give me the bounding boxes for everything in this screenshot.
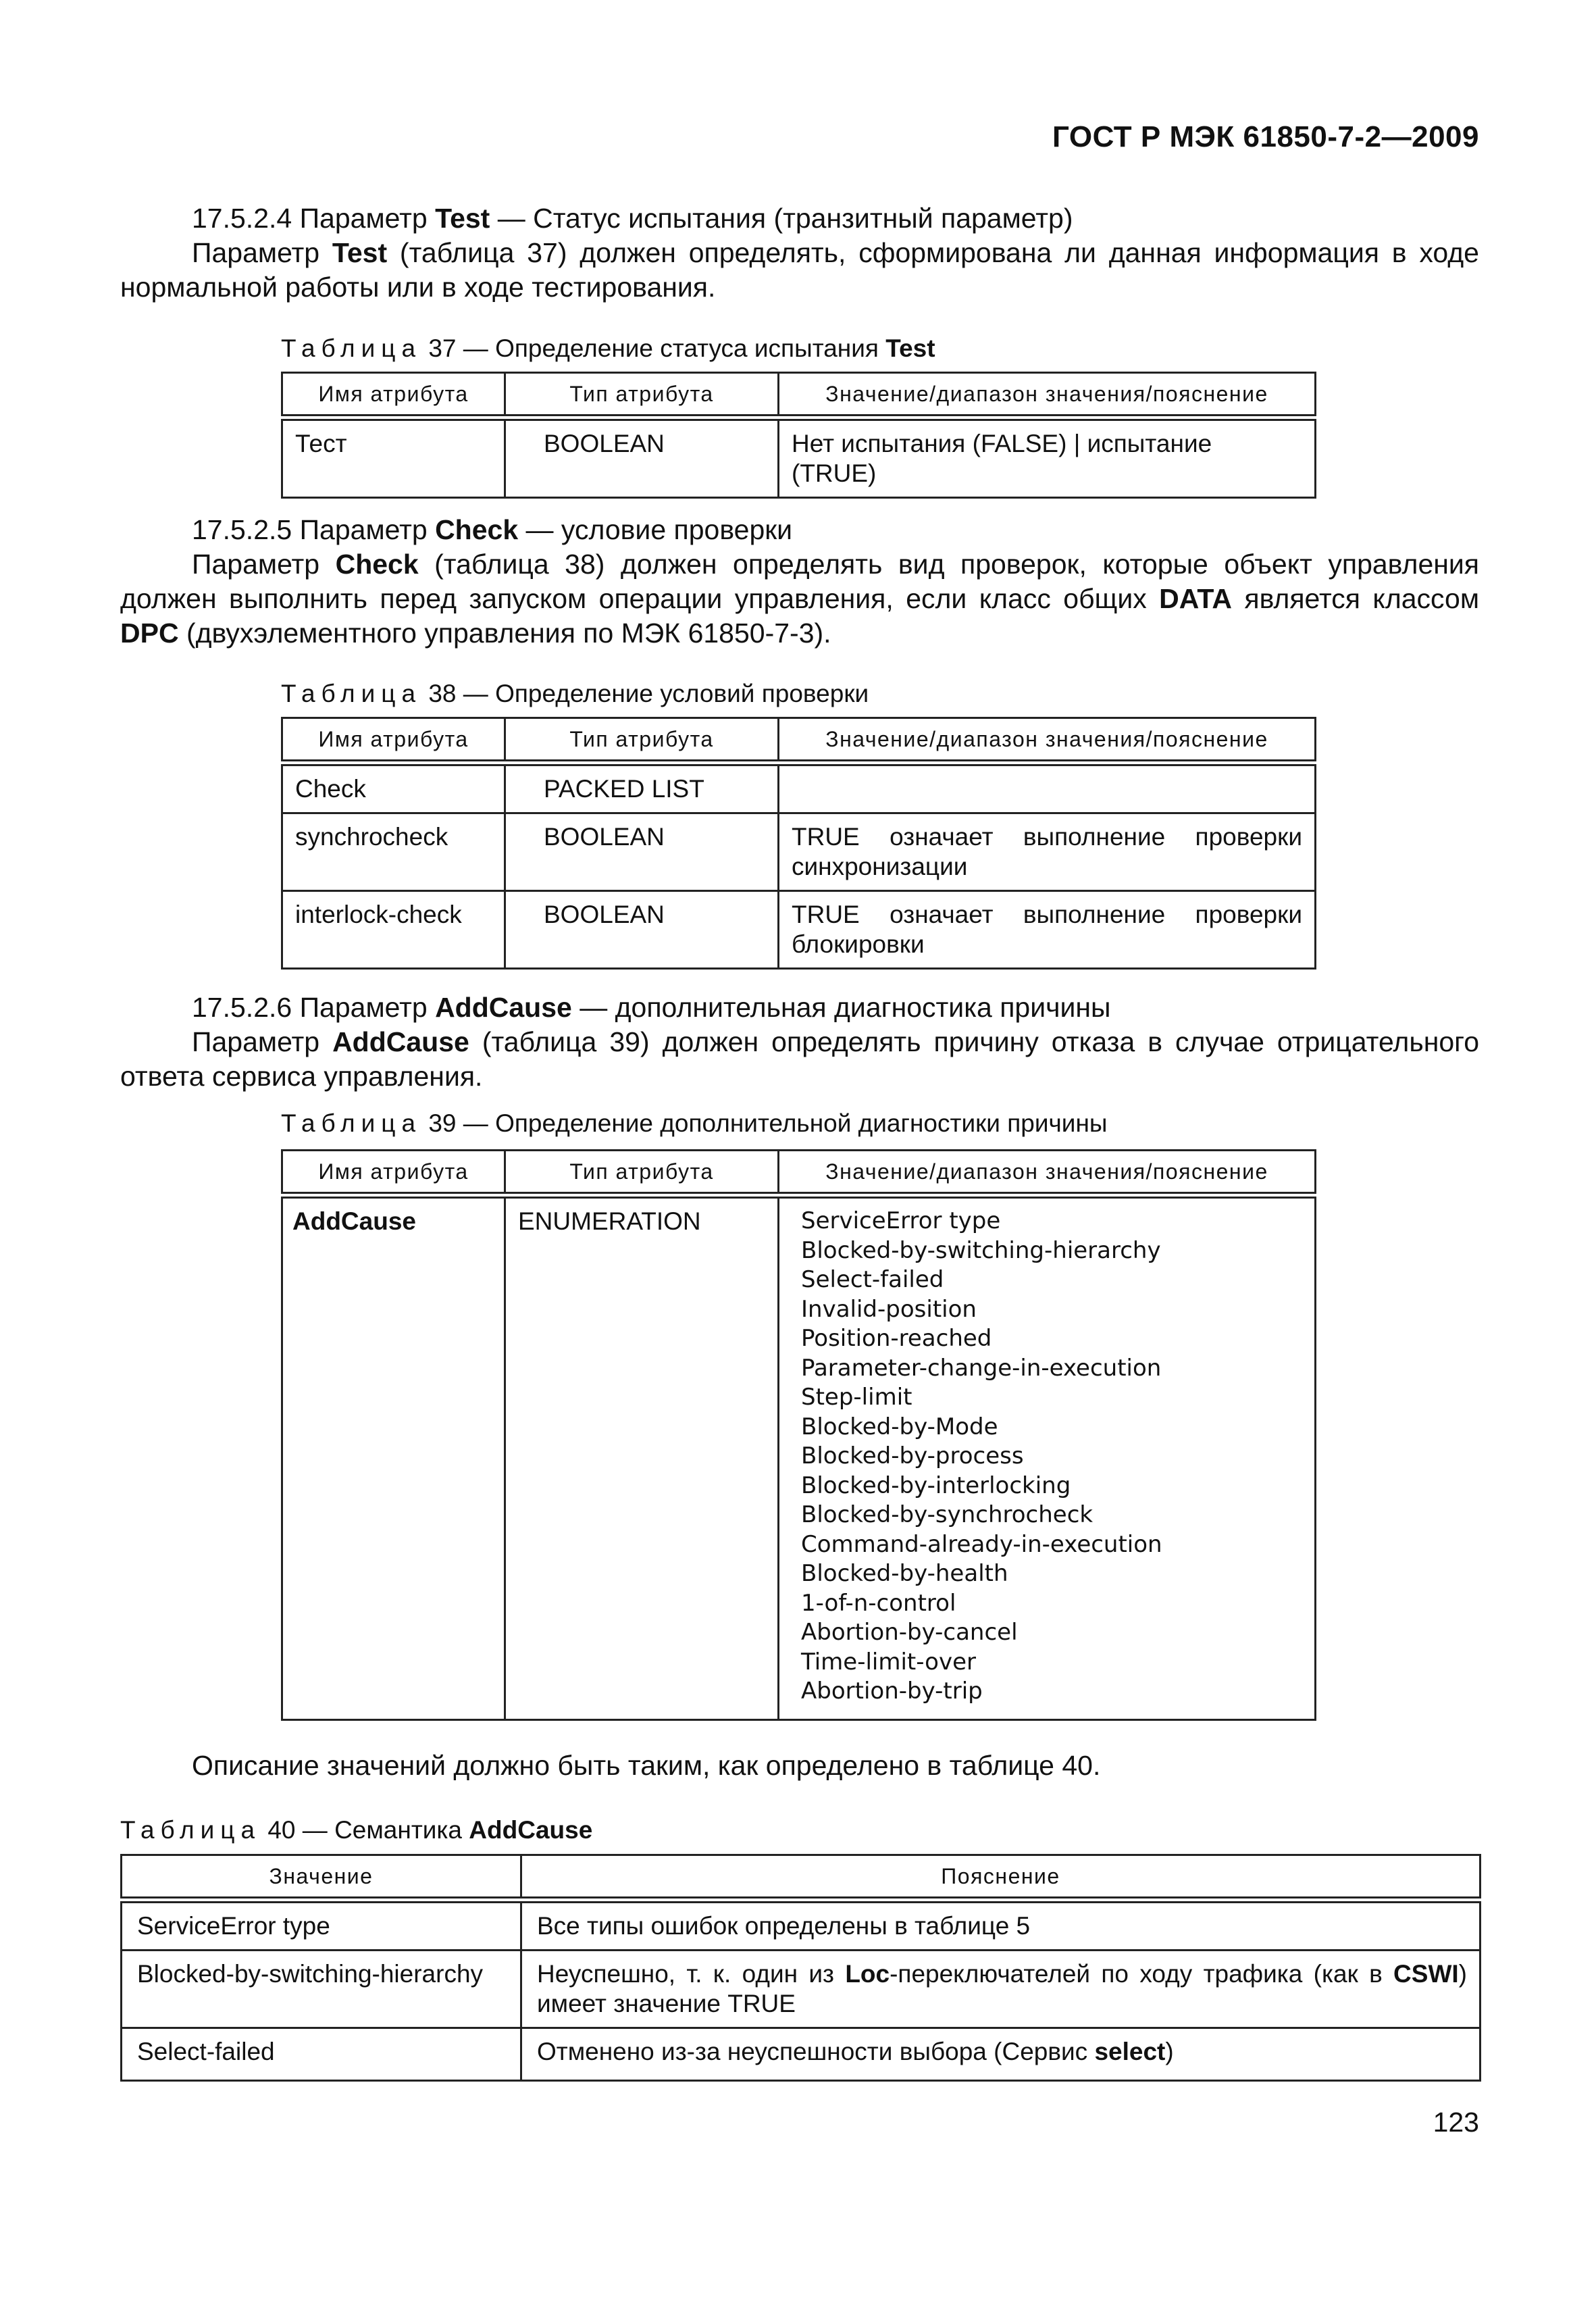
attribute-value: Нет испытания (FALSE) | испытание (TRUE) <box>779 418 1316 498</box>
attribute-value <box>779 1195 1316 1719</box>
column-header: Тип атрибута <box>505 1151 779 1196</box>
attribute-type: ENUMERATION <box>505 1195 779 1719</box>
enumeration-value: Blocked-by-process <box>801 1442 1024 1469</box>
enumeration-value: 1-of-n-control <box>801 1589 956 1617</box>
enumeration-value: Abortion-by-cancel <box>801 1619 1018 1646</box>
attribute-name: Тест <box>282 418 505 498</box>
attribute-type: BOOLEAN <box>505 891 779 969</box>
attribute-value: TRUE означает выполнение проверки синхронизации <box>779 813 1316 891</box>
section-17-5-2-5-heading: 17.5.2.5 Параметр Check — условие проверки <box>192 514 793 545</box>
table-37 <box>281 372 1316 499</box>
table-38 <box>281 717 1316 970</box>
page-number: 123 <box>1433 2107 1479 2138</box>
table-40 <box>120 1854 1481 2082</box>
column-header: Значение/диапазон значения/пояснение <box>779 373 1316 418</box>
semantic-explanation: Неуспешно, т. к. один из Loc-переключателей по ходу трафика (как в CSWI) имеет значение TRUE <box>521 1951 1481 2028</box>
enumeration-value: Invalid-position <box>801 1295 977 1323</box>
semantic-explanation: Все типы ошибок определены в таблице 5 <box>521 1900 1481 1951</box>
table-38-caption: Таблица 38 — Определение условий проверки <box>281 680 869 707</box>
attribute-type: BOOLEAN <box>505 813 779 891</box>
enumeration-value: Blocked-by-switching-hierarchy <box>801 1236 1161 1264</box>
enumeration-value: Position-reached <box>801 1325 992 1352</box>
table-header-row <box>282 718 1316 763</box>
table-row <box>282 418 1316 498</box>
attribute-value: TRUE означает выполнение проверки блокировки <box>779 891 1316 969</box>
attribute-name: interlock-check <box>282 891 505 969</box>
table-39 <box>281 1149 1316 1721</box>
table-row <box>282 891 1316 969</box>
column-header: Значение/диапазон значения/пояснение <box>779 718 1316 763</box>
section-17-5-2-4-paragraph: Параметр Test (таблица 37) должен определять, сформирована ли данная информация в ходе нормальной работы или в ходе тестирования. <box>120 237 1479 303</box>
enumeration-value: ServiceError type <box>801 1207 1001 1234</box>
attribute-name: synchrocheck <box>282 813 505 891</box>
attribute-name: AddCause <box>282 1195 505 1719</box>
column-header: Тип атрибута <box>505 373 779 418</box>
table-39-caption: Таблица 39 — Определение дополнительной диагностики причины <box>281 1109 1108 1137</box>
standard-header: ГОСТ Р МЭК 61850-7-2—2009 <box>1052 120 1479 153</box>
column-header: Имя атрибута <box>282 1151 505 1196</box>
enumeration-value: Blocked-by-Mode <box>801 1413 998 1440</box>
semantic-value: Blocked-by-switching-hierarchy <box>122 1951 521 2028</box>
section-17-5-2-4-heading: 17.5.2.4 Параметр Test — Статус испытания (транзитный параметр) <box>192 203 1073 234</box>
table-header-row <box>282 1151 1316 1196</box>
section-17-5-2-6-heading: 17.5.2.6 Параметр AddCause — дополнительная диагностика причины <box>192 992 1111 1023</box>
attribute-type: BOOLEAN <box>505 418 779 498</box>
enumeration-value: Parameter-change-in-execution <box>801 1354 1162 1382</box>
semantic-value: Select-failed <box>122 2028 521 2081</box>
table-row <box>282 1195 1316 1719</box>
enumeration-values-list <box>801 1207 1302 1707</box>
attribute-name: Check <box>282 763 505 813</box>
column-header: Тип атрибута <box>505 718 779 763</box>
enumeration-value: Abortion-by-trip <box>801 1678 983 1705</box>
enumeration-value: Step-limit <box>801 1384 912 1411</box>
table-row <box>122 1951 1481 2028</box>
column-header: Имя атрибута <box>282 718 505 763</box>
table-row <box>282 813 1316 891</box>
enumeration-value: Time-limit-over <box>801 1648 976 1676</box>
table-header-row <box>122 1855 1481 1901</box>
table-37-caption: Таблица 37 — Определение статуса испытания Test <box>281 334 935 362</box>
table-row <box>122 2028 1481 2081</box>
section-17-5-2-5-paragraph: Параметр Check (таблица 38) должен определять вид проверок, которые объект управления должен выполнить перед запуском операции управления, если класс общих DATA является классом DPC (двухэлементного управления по МЭК 61850-7-3). <box>120 549 1480 649</box>
table-40-caption: Таблица 40 — Семантика AddCause <box>120 1816 593 1844</box>
attribute-type: PACKED LIST <box>505 763 779 813</box>
attribute-value <box>779 763 1316 813</box>
description-paragraph: Описание значений должно быть таким, как определено в таблице 40. <box>192 1750 1101 1781</box>
column-header: Значение <box>122 1855 521 1901</box>
semantic-explanation: Отменено из-за неуспешности выбора (Сервис select) <box>521 2028 1481 2081</box>
column-header: Пояснение <box>521 1855 1481 1901</box>
enumeration-value: Select-failed <box>801 1266 944 1293</box>
enumeration-value: Blocked-by-health <box>801 1560 1008 1587</box>
table-row <box>122 1900 1481 1951</box>
table-header-row <box>282 373 1316 418</box>
enumeration-value: Blocked-by-interlocking <box>801 1472 1071 1499</box>
semantic-value: ServiceError type <box>122 1900 521 1951</box>
enumeration-value: Blocked-by-synchrocheck <box>801 1501 1093 1528</box>
column-header: Значение/диапазон значения/пояснение <box>779 1151 1316 1196</box>
enumeration-value: Command-already-in-execution <box>801 1530 1162 1558</box>
column-header: Имя атрибута <box>282 373 505 418</box>
table-row <box>282 763 1316 813</box>
section-17-5-2-6-paragraph: Параметр AddCause (таблица 39) должен определять причину отказа в случае отрицательного ответа сервиса управления. <box>120 1026 1479 1092</box>
